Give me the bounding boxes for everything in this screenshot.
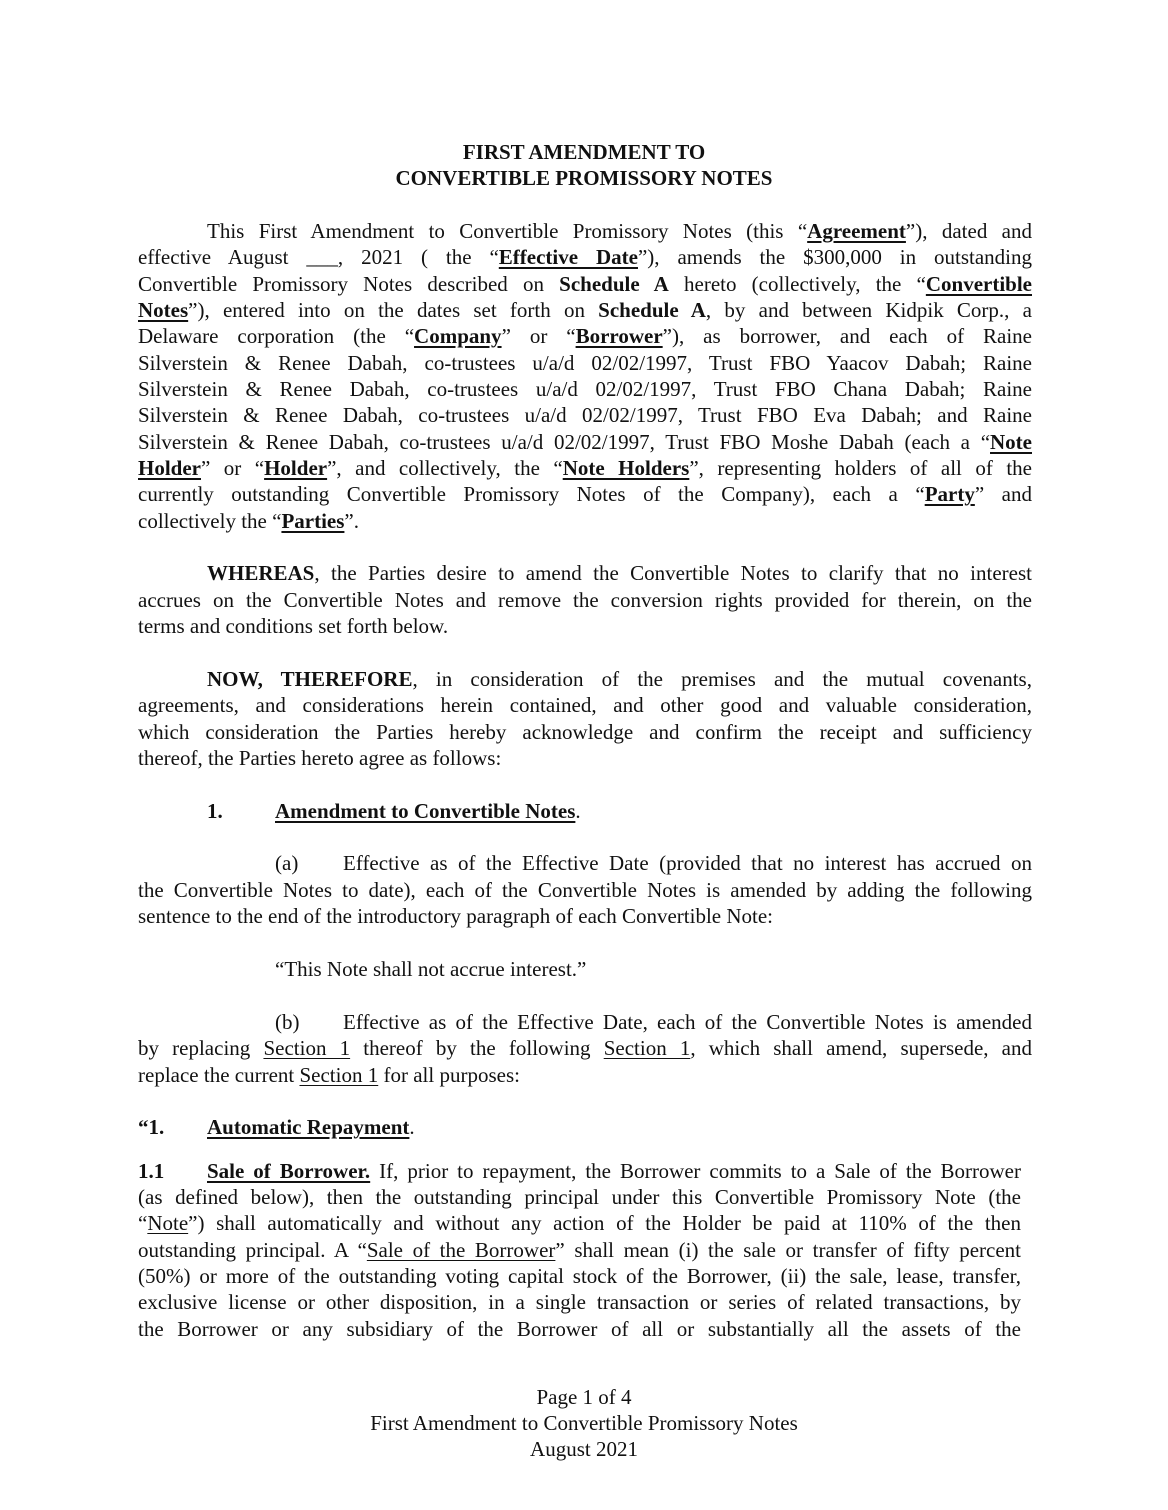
- subsection-line: the Borrower or any subsidiary of the Borrower of all or substantially all the assets of the: [138, 1317, 1021, 1341]
- subsection-line: outstanding principal. A “Sale of the Borrower” shall mean (i) the sale or transfer of fifty percent: [138, 1238, 1021, 1262]
- intro-line: Silverstein & Renee Dabah, co-trustees u/a/d 02/02/1997, Trust FBO Chana Dabah; Raine: [138, 377, 1032, 401]
- defined-term: Holder: [138, 456, 201, 480]
- replacement-section-heading: “1. Automatic Repayment.: [138, 1115, 415, 1139]
- whereas-line: terms and conditions set forth below.: [138, 614, 449, 638]
- defined-term: Note: [147, 1211, 189, 1235]
- footer-date: August 2021: [530, 1437, 638, 1461]
- document-title-line-2: CONVERTIBLE PROMISSORY NOTES: [395, 166, 773, 190]
- defined-term: Notes: [138, 298, 189, 322]
- document-title-line-1: FIRST AMENDMENT TO: [462, 140, 706, 164]
- intro-line: collectively the “Parties”.: [138, 509, 359, 533]
- defined-term: Convertible: [925, 272, 1032, 296]
- clause-b-line: replace the current Section 1 for all purposes:: [138, 1063, 520, 1087]
- defined-term: Party: [924, 482, 975, 506]
- section-reference: Section 1: [263, 1036, 351, 1060]
- section-number: “1.: [138, 1115, 165, 1139]
- intro-line: Delaware corporation (the “Company” or “Borrower”), as borrower, and each of Raine: [138, 324, 1032, 348]
- section-reference: Section 1: [603, 1036, 691, 1060]
- defined-term: Effective Date: [498, 245, 638, 269]
- clause-a-line: the Convertible Notes to date), each of the Convertible Notes is amended by adding the following: [138, 878, 1032, 902]
- clause-a-line: (a) Effective as of the Effective Date (provided that no interest has accrued on: [275, 851, 1032, 875]
- clause-a-line: sentence to the end of the introductory paragraph of each Convertible Note:: [138, 904, 774, 928]
- defined-term: Company: [414, 324, 502, 348]
- clause-b-line: by replacing Section 1 thereof by the following Section 1, which shall amend, supersede, and: [138, 1036, 1032, 1060]
- subsection-line: (as defined below), then the outstanding principal under this Convertible Promissory Note (the: [138, 1185, 1021, 1209]
- intro-line: Silverstein & Renee Dabah, co-trustees u/a/d 02/02/1997, Trust FBO Eva Dabah; and Raine: [138, 403, 1032, 427]
- now-therefore-line: which consideration the Parties hereby acknowledge and confirm the receipt and sufficiency: [138, 720, 1032, 744]
- clause-b-line: (b) Effective as of the Effective Date, each of the Convertible Notes is amended: [275, 1010, 1032, 1034]
- clause-label: (a): [275, 851, 299, 875]
- subsection-line: exclusive license or other disposition, in a single transaction or series of related transactions, by: [138, 1290, 1021, 1314]
- subsection-title: Sale of Borrower.: [207, 1159, 371, 1183]
- defined-term: Note Holders: [562, 456, 690, 480]
- defined-term: Borrower: [575, 324, 663, 348]
- whereas-line: accrues on the Convertible Notes and remove the conversion rights provided for therein, on the: [138, 588, 1032, 612]
- subsection-line: (50%) or more of the outstanding voting capital stock of the Borrower, (ii) the sale, lease, transfer,: [138, 1264, 1021, 1288]
- intro-line: This First Amendment to Convertible Promissory Notes (this “Agreement”), dated and: [207, 219, 1032, 243]
- defined-term: Holder: [264, 456, 328, 480]
- now-therefore-line: agreements, and considerations herein contained, and other good and valuable consideration,: [138, 693, 1032, 717]
- intro-line: Silverstein & Renee Dabah, co-trustees u/a/d 02/02/1997, Trust FBO Moshe Dabah (each a “Note: [138, 430, 1032, 454]
- section-title: Automatic Repayment: [207, 1115, 410, 1139]
- section-1-heading: 1. Amendment to Convertible Notes.: [207, 799, 581, 823]
- section-reference: Section 1: [299, 1063, 379, 1087]
- whereas-line: WHEREAS, the Parties desire to amend the Convertible Notes to clarify that no interest: [207, 561, 1032, 585]
- schedule-reference: Schedule A: [559, 272, 669, 296]
- schedule-reference: Schedule A: [598, 298, 706, 322]
- intro-line: Notes”), entered into on the dates set forth on Schedule A, by and between Kidpik Corp., a: [138, 298, 1032, 322]
- footer-document-title: First Amendment to Convertible Promissory Notes: [370, 1411, 798, 1435]
- intro-line: Convertible Promissory Notes described on Schedule A hereto (collectively, the “Convertible: [138, 272, 1032, 296]
- quoted-sentence: “This Note shall not accrue interest.”: [275, 957, 587, 981]
- subsection-line: “Note”) shall automatically and without any action of the Holder be paid at 110% of the then: [138, 1211, 1021, 1235]
- section-title: Amendment to Convertible Notes: [275, 799, 576, 823]
- subsection-line: 1.1 Sale of Borrower. If, prior to repayment, the Borrower commits to a Sale of the Borrower: [138, 1159, 1021, 1183]
- defined-term: Note: [990, 430, 1032, 454]
- now-therefore-line: NOW, THEREFORE, in consideration of the premises and the mutual covenants,: [207, 667, 1032, 691]
- clause-label: (b): [275, 1010, 300, 1034]
- page-number: Page 1 of 4: [536, 1385, 632, 1409]
- whereas-lead: WHEREAS: [207, 561, 315, 585]
- defined-term: Agreement: [807, 219, 906, 243]
- now-therefore-lead: NOW, THEREFORE: [207, 667, 413, 691]
- intro-line: Silverstein & Renee Dabah, co-trustees u/a/d 02/02/1997, Trust FBO Yaacov Dabah; Raine: [138, 351, 1032, 375]
- now-therefore-line: thereof, the Parties hereto agree as follows:: [138, 746, 502, 770]
- defined-term: Sale of the Borrower: [366, 1238, 556, 1262]
- defined-term: Parties: [281, 509, 345, 533]
- intro-line: currently outstanding Convertible Promissory Notes of the Company), each a “Party” and: [138, 482, 1032, 506]
- intro-line: effective August ___, 2021 ( the “Effective Date”), amends the $300,000 in outstanding: [138, 245, 1033, 269]
- subsection-number: 1.1: [138, 1159, 165, 1183]
- section-number: 1.: [207, 799, 223, 823]
- intro-line: Holder” or “Holder”, and collectively, the “Note Holders”, representing holders of all of the: [138, 456, 1032, 480]
